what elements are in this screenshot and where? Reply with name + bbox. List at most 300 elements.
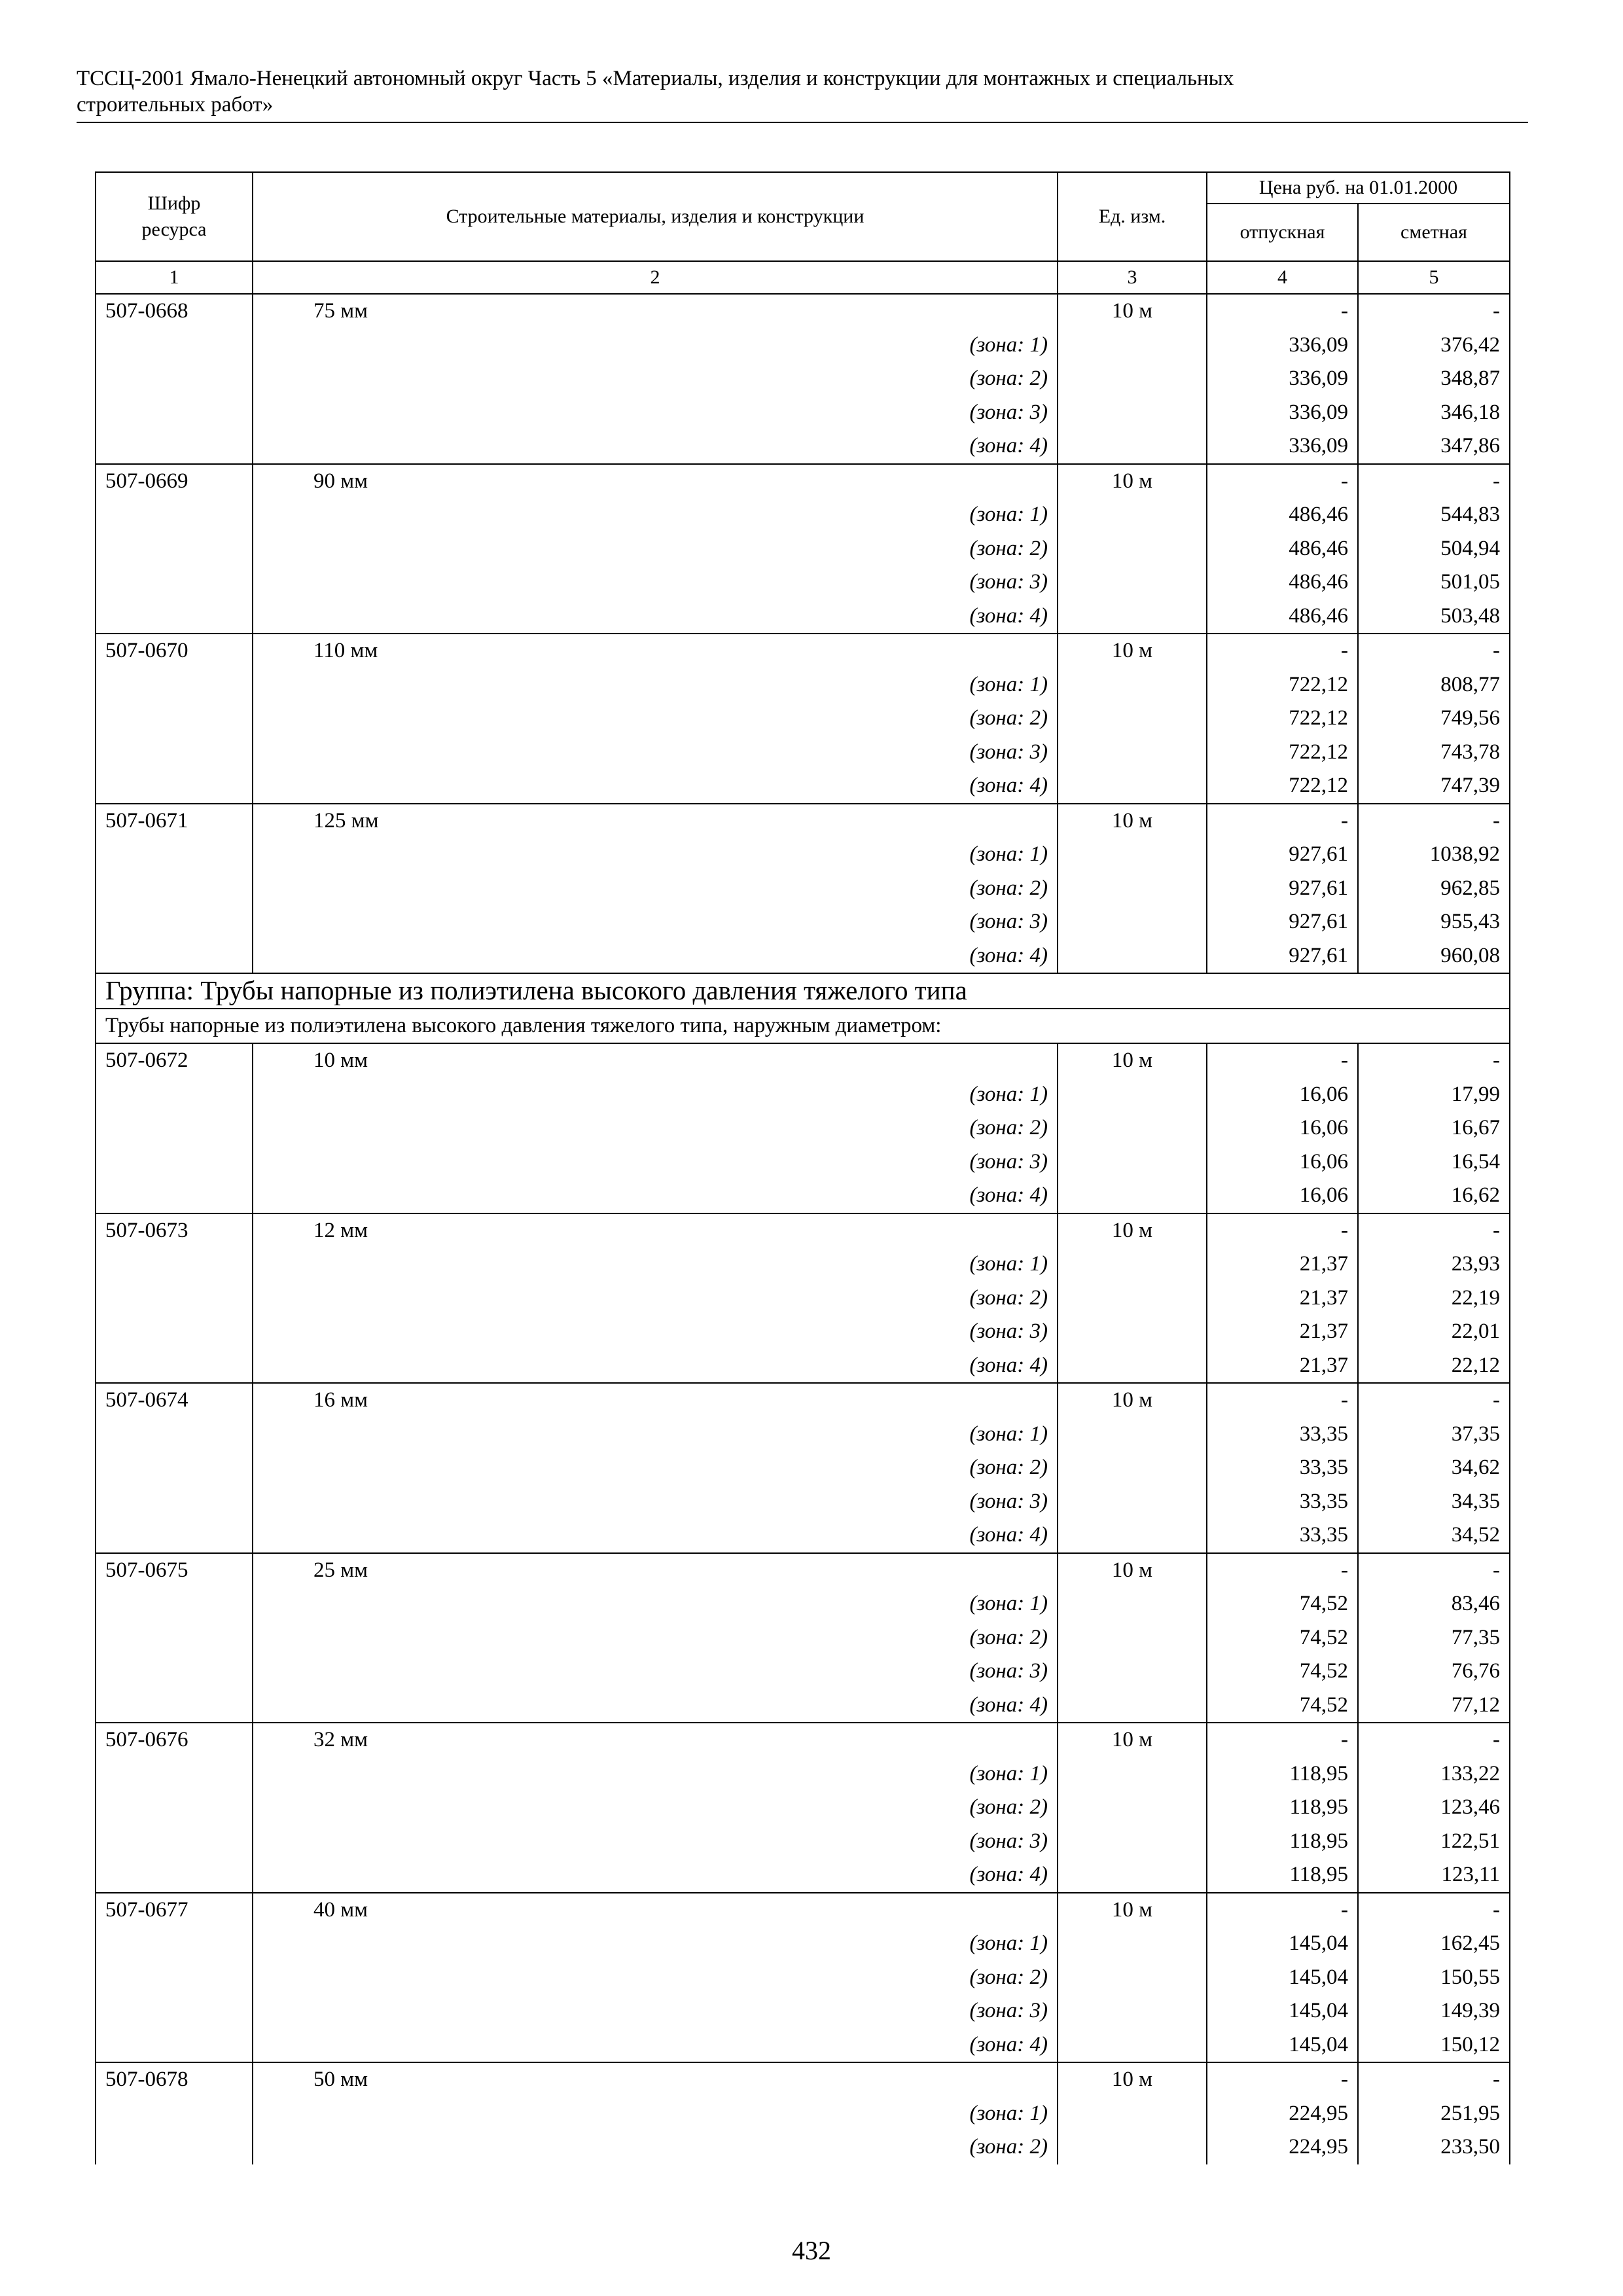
release-price: 16,06 <box>1207 1145 1358 1179</box>
table-row <box>96 294 1510 329</box>
zone-row <box>96 532 1510 566</box>
zone-row <box>96 600 1510 634</box>
empty-cell <box>1058 1621 1207 1655</box>
zone-label: (зона: 2) <box>253 1282 1058 1316</box>
zone-label: (зона: 3) <box>253 565 1058 600</box>
zone-label: (зона: 1) <box>253 1418 1058 1452</box>
header-line-2: строительных работ» <box>77 93 274 117</box>
zone-label: (зона: 3) <box>253 905 1058 939</box>
empty-cell <box>1058 1078 1207 1112</box>
release-price: 224,95 <box>1207 2097 1358 2131</box>
zone-label: (зона: 3) <box>253 736 1058 770</box>
zone-row <box>96 429 1510 464</box>
estimate-price: - <box>1358 464 1510 499</box>
release-price: 722,12 <box>1207 702 1358 736</box>
zone-row <box>96 1927 1510 1961</box>
estimate-price: - <box>1358 294 1510 329</box>
empty-cell <box>96 702 253 736</box>
estimate-price: - <box>1358 1893 1510 1928</box>
zone-row <box>96 1349 1510 1384</box>
zone-label: (зона: 2) <box>253 1961 1058 1995</box>
item-name: 90 мм <box>253 464 1058 499</box>
zone-label: (зона: 3) <box>253 1825 1058 1859</box>
zone-row <box>96 1961 1510 1995</box>
zone-row <box>96 668 1510 702</box>
zone-label: (зона: 2) <box>253 1111 1058 1145</box>
empty-cell <box>96 1825 253 1859</box>
zone-label: (зона: 1) <box>253 329 1058 363</box>
release-price: 118,95 <box>1207 1858 1358 1893</box>
release-price: 16,06 <box>1207 1179 1358 1213</box>
release-price: 927,61 <box>1207 838 1358 872</box>
table-body-bottom <box>96 1043 1510 2164</box>
zone-label: (зона: 2) <box>253 362 1058 396</box>
release-price: - <box>1207 294 1358 329</box>
empty-cell <box>96 1179 253 1213</box>
empty-cell <box>96 1621 253 1655</box>
empty-cell <box>96 769 253 804</box>
zone-row <box>96 1485 1510 1519</box>
column-number-5: 5 <box>1358 261 1510 294</box>
empty-cell <box>96 565 253 600</box>
release-price: 74,52 <box>1207 1587 1358 1621</box>
estimate-price: 22,19 <box>1358 1282 1510 1316</box>
empty-cell <box>1058 872 1207 906</box>
estimate-price: 123,46 <box>1358 1791 1510 1825</box>
resource-code: 507-0668 <box>96 294 253 329</box>
estimate-price: 348,87 <box>1358 362 1510 396</box>
zone-row <box>96 1791 1510 1825</box>
empty-cell <box>96 1927 253 1961</box>
subgroup-title: Трубы напорные из полиэтилена высокого давления тяжелого типа, наружным диаметром: <box>96 1009 1510 1044</box>
empty-cell <box>96 668 253 702</box>
table-row <box>96 1553 1510 1588</box>
table-row <box>96 1213 1510 1248</box>
estimate-price: 77,12 <box>1358 1689 1510 1723</box>
release-price: 33,35 <box>1207 1451 1358 1485</box>
resource-code: 507-0669 <box>96 464 253 499</box>
item-name: 32 мм <box>253 1723 1058 1757</box>
zone-label: (зона: 2) <box>253 1621 1058 1655</box>
empty-cell <box>1058 1825 1207 1859</box>
empty-cell <box>96 1145 253 1179</box>
zone-row <box>96 838 1510 872</box>
empty-cell <box>1058 565 1207 600</box>
header-code: Шифр ресурса <box>96 172 253 261</box>
estimate-price: 346,18 <box>1358 396 1510 430</box>
header-divider <box>77 122 1528 123</box>
release-price: 927,61 <box>1207 939 1358 974</box>
empty-cell <box>1058 532 1207 566</box>
release-price: 336,09 <box>1207 396 1358 430</box>
table-row <box>96 804 1510 838</box>
empty-cell <box>1058 1247 1207 1282</box>
estimate-price: 76,76 <box>1358 1655 1510 1689</box>
empty-cell <box>96 939 253 974</box>
estimate-price: 149,39 <box>1358 1994 1510 2028</box>
empty-cell <box>96 1858 253 1893</box>
estimate-price: - <box>1358 1043 1510 1078</box>
group-section <box>96 973 1510 1043</box>
empty-cell <box>96 1418 253 1452</box>
zone-row <box>96 362 1510 396</box>
document-header <box>77 65 1528 118</box>
zone-row <box>96 1587 1510 1621</box>
zone-row <box>96 1179 1510 1213</box>
release-price: - <box>1207 2062 1358 2097</box>
release-price: 336,09 <box>1207 329 1358 363</box>
estimate-price: 16,54 <box>1358 1145 1510 1179</box>
item-name: 10 мм <box>253 1043 1058 1078</box>
zone-label: (зона: 3) <box>253 396 1058 430</box>
zone-label: (зона: 2) <box>253 702 1058 736</box>
estimate-price: 749,56 <box>1358 702 1510 736</box>
estimate-price: 743,78 <box>1358 736 1510 770</box>
unit-cell: 10 м <box>1058 2062 1207 2097</box>
release-price: 33,35 <box>1207 1418 1358 1452</box>
resource-code: 507-0672 <box>96 1043 253 1078</box>
column-number-1: 1 <box>96 261 253 294</box>
empty-cell <box>1058 1179 1207 1213</box>
column-number-4: 4 <box>1207 261 1358 294</box>
zone-label: (зона: 1) <box>253 838 1058 872</box>
empty-cell <box>96 1282 253 1316</box>
empty-cell <box>96 1078 253 1112</box>
empty-cell <box>1058 2097 1207 2131</box>
release-price: - <box>1207 1893 1358 1928</box>
estimate-price: 233,50 <box>1358 2130 1510 2164</box>
resource-code: 507-0677 <box>96 1893 253 1928</box>
estimate-price: - <box>1358 1213 1510 1248</box>
zone-row <box>96 1145 1510 1179</box>
unit-cell: 10 м <box>1058 464 1207 499</box>
estimate-price: 22,01 <box>1358 1315 1510 1349</box>
estimate-price: 123,11 <box>1358 1858 1510 1893</box>
zone-label: (зона: 3) <box>253 1315 1058 1349</box>
empty-cell <box>96 1485 253 1519</box>
release-price: 486,46 <box>1207 532 1358 566</box>
table-row <box>96 2062 1510 2097</box>
empty-cell <box>96 600 253 634</box>
zone-row <box>96 905 1510 939</box>
release-price: 21,37 <box>1207 1349 1358 1384</box>
empty-cell <box>96 1994 253 2028</box>
empty-cell <box>1058 668 1207 702</box>
release-price: 21,37 <box>1207 1282 1358 1316</box>
zone-row <box>96 1994 1510 2028</box>
resource-code: 507-0678 <box>96 2062 253 2097</box>
zone-label: (зона: 3) <box>253 1145 1058 1179</box>
zone-label: (зона: 4) <box>253 1858 1058 1893</box>
zone-label: (зона: 2) <box>253 872 1058 906</box>
empty-cell <box>1058 1858 1207 1893</box>
estimate-price: 955,43 <box>1358 905 1510 939</box>
release-price: 16,06 <box>1207 1111 1358 1145</box>
zone-row <box>96 1518 1510 1553</box>
release-price: 145,04 <box>1207 1961 1358 1995</box>
empty-cell <box>96 362 253 396</box>
empty-cell <box>96 396 253 430</box>
release-price: 722,12 <box>1207 769 1358 804</box>
zone-row <box>96 769 1510 804</box>
header-release: отпускная <box>1207 204 1358 261</box>
table-row <box>96 1383 1510 1418</box>
subgroup-row <box>96 1009 1510 1044</box>
release-price: 118,95 <box>1207 1825 1358 1859</box>
estimate-price: 34,35 <box>1358 1485 1510 1519</box>
empty-cell <box>96 1655 253 1689</box>
empty-cell <box>96 838 253 872</box>
zone-label: (зона: 1) <box>253 498 1058 532</box>
group-row <box>96 973 1510 1009</box>
empty-cell <box>1058 1315 1207 1349</box>
release-price: 722,12 <box>1207 668 1358 702</box>
release-price: 486,46 <box>1207 498 1358 532</box>
unit-cell: 10 м <box>1058 1723 1207 1757</box>
estimate-price: 83,46 <box>1358 1587 1510 1621</box>
estimate-price: 34,62 <box>1358 1451 1510 1485</box>
unit-cell: 10 м <box>1058 1043 1207 1078</box>
estimate-price: - <box>1358 2062 1510 2097</box>
estimate-price: 17,99 <box>1358 1078 1510 1112</box>
zone-row <box>96 872 1510 906</box>
release-price: 722,12 <box>1207 736 1358 770</box>
zone-label: (зона: 2) <box>253 2130 1058 2164</box>
release-price: 486,46 <box>1207 600 1358 634</box>
release-price: 33,35 <box>1207 1518 1358 1553</box>
release-price: - <box>1207 1043 1358 1078</box>
unit-cell: 10 м <box>1058 1383 1207 1418</box>
zone-row <box>96 1655 1510 1689</box>
item-name: 50 мм <box>253 2062 1058 2097</box>
zone-row <box>96 1282 1510 1316</box>
empty-cell <box>1058 838 1207 872</box>
empty-cell <box>1058 769 1207 804</box>
empty-cell <box>96 1349 253 1384</box>
zone-label: (зона: 3) <box>253 1485 1058 1519</box>
estimate-price: 962,85 <box>1358 872 1510 906</box>
release-price: 336,09 <box>1207 429 1358 464</box>
estimate-price: - <box>1358 1383 1510 1418</box>
zone-row <box>96 736 1510 770</box>
estimate-price: 133,22 <box>1358 1757 1510 1791</box>
empty-cell <box>96 1451 253 1485</box>
release-price: 145,04 <box>1207 2028 1358 2063</box>
release-price: 21,37 <box>1207 1315 1358 1349</box>
estimate-price: 150,12 <box>1358 2028 1510 2063</box>
empty-cell <box>1058 1927 1207 1961</box>
empty-cell <box>1058 396 1207 430</box>
item-name: 40 мм <box>253 1893 1058 1928</box>
empty-cell <box>96 1757 253 1791</box>
unit-cell: 10 м <box>1058 1893 1207 1928</box>
resource-code: 507-0676 <box>96 1723 253 1757</box>
release-price: 118,95 <box>1207 1757 1358 1791</box>
release-price: 33,35 <box>1207 1485 1358 1519</box>
zone-row <box>96 396 1510 430</box>
estimate-price: 34,52 <box>1358 1518 1510 1553</box>
zone-row <box>96 1111 1510 1145</box>
table-row <box>96 634 1510 668</box>
empty-cell <box>96 1111 253 1145</box>
zone-row <box>96 939 1510 974</box>
column-number-3: 3 <box>1058 261 1207 294</box>
release-price: 145,04 <box>1207 1994 1358 2028</box>
zone-label: (зона: 3) <box>253 1655 1058 1689</box>
zone-label: (зона: 1) <box>253 1587 1058 1621</box>
table-row <box>96 1043 1510 1078</box>
zone-row <box>96 1247 1510 1282</box>
empty-cell <box>96 1791 253 1825</box>
item-name: 12 мм <box>253 1213 1058 1248</box>
zone-label: (зона: 4) <box>253 769 1058 804</box>
table-row <box>96 464 1510 499</box>
zone-row <box>96 1621 1510 1655</box>
estimate-price: 347,86 <box>1358 429 1510 464</box>
item-name: 110 мм <box>253 634 1058 668</box>
release-price: 927,61 <box>1207 905 1358 939</box>
empty-cell <box>96 1689 253 1723</box>
empty-cell <box>1058 1111 1207 1145</box>
estimate-price: 376,42 <box>1358 329 1510 363</box>
header-line-1: ТССЦ-2001 Ямало-Ненецкий автономный округ Часть 5 «Материалы, изделия и конструкции для монтажных и специальных <box>77 67 1234 90</box>
zone-label: (зона: 2) <box>253 532 1058 566</box>
empty-cell <box>96 2028 253 2063</box>
release-price: - <box>1207 1723 1358 1757</box>
release-price: - <box>1207 634 1358 668</box>
estimate-price: - <box>1358 1553 1510 1588</box>
empty-cell <box>96 1518 253 1553</box>
estimate-price: 503,48 <box>1358 600 1510 634</box>
zone-label: (зона: 4) <box>253 2028 1058 2063</box>
empty-cell <box>1058 1282 1207 1316</box>
resource-code: 507-0670 <box>96 634 253 668</box>
estimate-price: 544,83 <box>1358 498 1510 532</box>
empty-cell <box>1058 1451 1207 1485</box>
empty-cell <box>96 498 253 532</box>
empty-cell <box>1058 1587 1207 1621</box>
empty-cell <box>1058 498 1207 532</box>
table-row <box>96 1893 1510 1928</box>
zone-label: (зона: 1) <box>253 1757 1058 1791</box>
table-body-top <box>96 294 1510 973</box>
empty-cell <box>1058 1689 1207 1723</box>
resource-code: 507-0675 <box>96 1553 253 1588</box>
release-price: - <box>1207 464 1358 499</box>
estimate-price: 16,67 <box>1358 1111 1510 1145</box>
empty-cell <box>1058 429 1207 464</box>
estimate-price: 77,35 <box>1358 1621 1510 1655</box>
empty-cell <box>96 736 253 770</box>
zone-label: (зона: 1) <box>253 1078 1058 1112</box>
unit-cell: 10 м <box>1058 1213 1207 1248</box>
estimate-price: 960,08 <box>1358 939 1510 974</box>
release-price: 74,52 <box>1207 1621 1358 1655</box>
resource-code: 507-0673 <box>96 1213 253 1248</box>
empty-cell <box>1058 1757 1207 1791</box>
empty-cell <box>96 2130 253 2164</box>
zone-label: (зона: 4) <box>253 1689 1058 1723</box>
zone-label: (зона: 4) <box>253 429 1058 464</box>
empty-cell <box>1058 939 1207 974</box>
empty-cell <box>96 1247 253 1282</box>
zone-row <box>96 1451 1510 1485</box>
empty-cell <box>1058 1994 1207 2028</box>
estimate-price: 808,77 <box>1358 668 1510 702</box>
estimate-price: - <box>1358 634 1510 668</box>
zone-label: (зона: 2) <box>253 1451 1058 1485</box>
zone-row <box>96 565 1510 600</box>
release-price: 927,61 <box>1207 872 1358 906</box>
estimate-price: 22,12 <box>1358 1349 1510 1384</box>
item-name: 125 мм <box>253 804 1058 838</box>
unit-cell: 10 м <box>1058 804 1207 838</box>
price-table <box>95 171 1510 2164</box>
column-number-2: 2 <box>253 261 1058 294</box>
zone-label: (зона: 4) <box>253 1349 1058 1384</box>
estimate-price: 251,95 <box>1358 2097 1510 2131</box>
estimate-price: 504,94 <box>1358 532 1510 566</box>
zone-row <box>96 1315 1510 1349</box>
empty-cell <box>1058 702 1207 736</box>
empty-cell <box>96 429 253 464</box>
zone-label: (зона: 4) <box>253 600 1058 634</box>
estimate-price: 16,62 <box>1358 1179 1510 1213</box>
release-price: 118,95 <box>1207 1791 1358 1825</box>
resource-code: 507-0674 <box>96 1383 253 1418</box>
empty-cell <box>96 1961 253 1995</box>
estimate-price: - <box>1358 804 1510 838</box>
empty-cell <box>1058 736 1207 770</box>
zone-label: (зона: 1) <box>253 668 1058 702</box>
empty-cell <box>96 2097 253 2131</box>
empty-cell <box>96 905 253 939</box>
zone-row <box>96 1825 1510 1859</box>
zone-label: (зона: 1) <box>253 1247 1058 1282</box>
zone-label: (зона: 1) <box>253 1927 1058 1961</box>
item-name: 75 мм <box>253 294 1058 329</box>
release-price: 74,52 <box>1207 1689 1358 1723</box>
zone-row <box>96 1418 1510 1452</box>
estimate-price: 501,05 <box>1358 565 1510 600</box>
zone-row <box>96 2097 1510 2131</box>
release-price: 336,09 <box>1207 362 1358 396</box>
empty-cell <box>1058 905 1207 939</box>
empty-cell <box>96 1315 253 1349</box>
empty-cell <box>1058 1349 1207 1384</box>
empty-cell <box>1058 362 1207 396</box>
empty-cell <box>1058 2028 1207 2063</box>
group-title: Группа: Трубы напорные из полиэтилена высокого давления тяжелого типа <box>96 973 1510 1009</box>
empty-cell <box>1058 1961 1207 1995</box>
release-price: 74,52 <box>1207 1655 1358 1689</box>
zone-row <box>96 329 1510 363</box>
zone-label: (зона: 4) <box>253 1179 1058 1213</box>
release-price: - <box>1207 1213 1358 1248</box>
empty-cell <box>1058 329 1207 363</box>
header-name: Строительные материалы, изделия и конструкции <box>253 172 1058 261</box>
unit-cell: 10 м <box>1058 634 1207 668</box>
empty-cell <box>1058 1518 1207 1553</box>
zone-row <box>96 2130 1510 2164</box>
empty-cell <box>1058 2130 1207 2164</box>
empty-cell <box>1058 1791 1207 1825</box>
zone-label: (зона: 1) <box>253 2097 1058 2131</box>
estimate-price: - <box>1358 1723 1510 1757</box>
zone-row <box>96 2028 1510 2063</box>
empty-cell <box>96 872 253 906</box>
empty-cell <box>1058 600 1207 634</box>
